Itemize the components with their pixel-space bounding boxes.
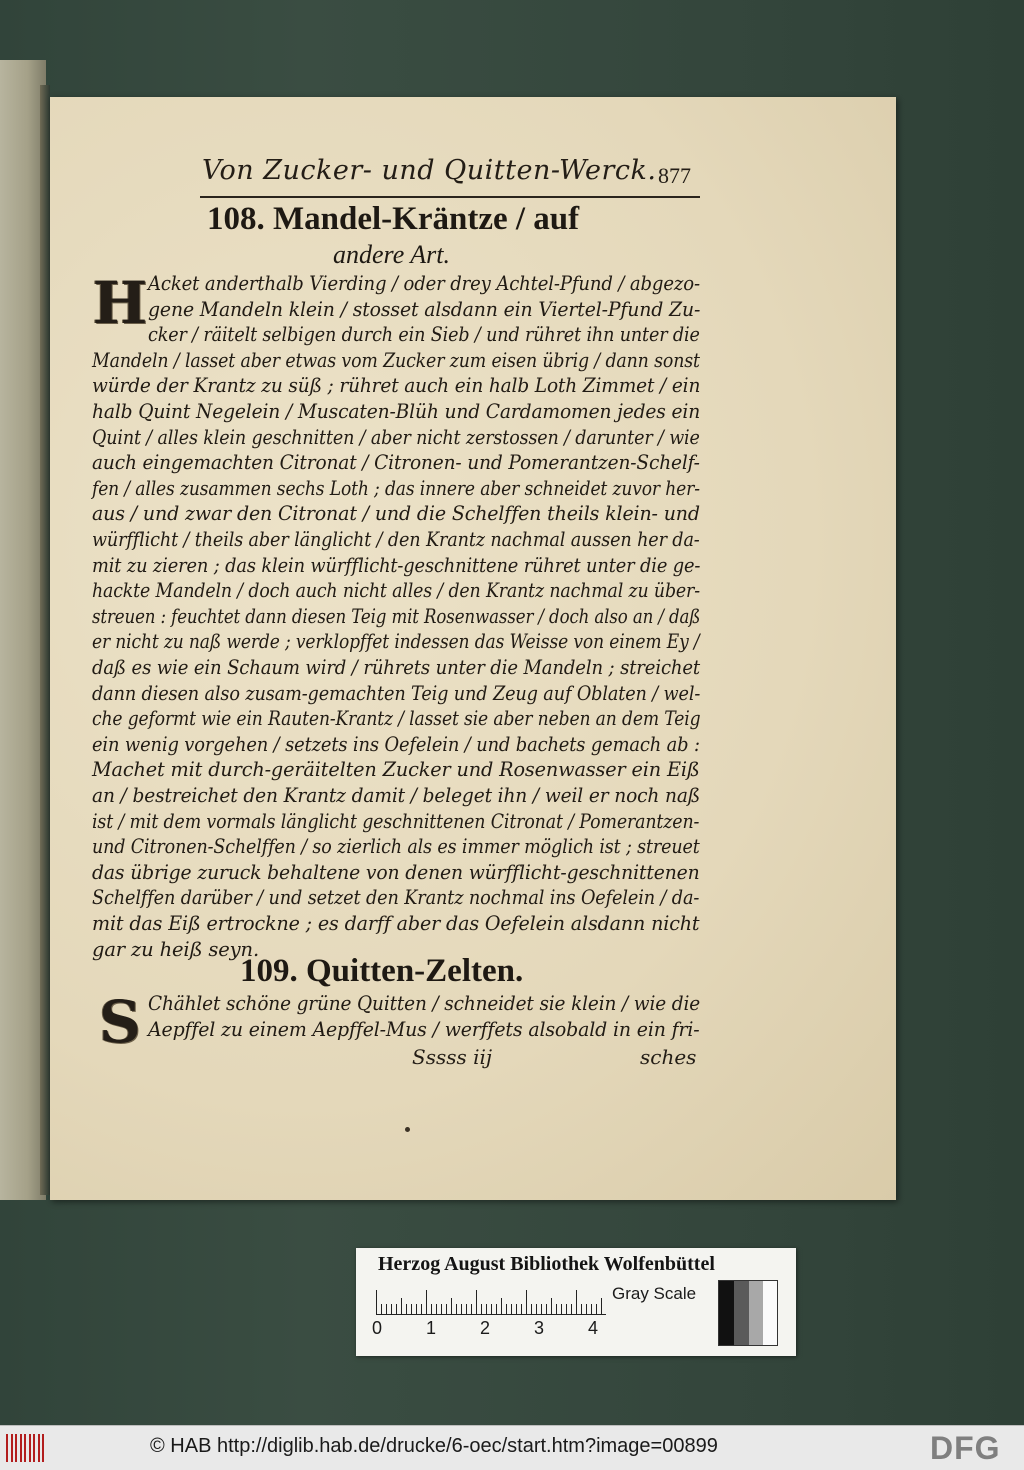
ruler-tick	[526, 1290, 527, 1314]
text-line: fen / alles zusammen sechs Loth ; das innere aber schneidet zuvor her-	[92, 476, 700, 500]
ruler-tick	[481, 1304, 482, 1314]
text-line: Chählet schöne grüne Quitten / schneidet sie klein / wie die	[148, 992, 701, 1015]
text-line: das übrige zuruck behaltene von denen würfflicht-geschnittenen	[92, 860, 700, 884]
book-page	[50, 97, 896, 1200]
text-line: Acket anderthalb Vierding / oder drey Achtel-Pfund / abgezo-	[148, 272, 700, 295]
ruler-tick	[571, 1304, 572, 1314]
gray-scale-label: Gray Scale	[612, 1284, 697, 1303]
ruler-tick	[551, 1298, 552, 1314]
ruler-tick	[386, 1304, 387, 1314]
dropcap-109: S	[99, 988, 141, 1056]
text-line: würde der Krantz zu süß ; rühret auch ein halb Loth Zimmet / ein	[92, 374, 701, 398]
swatch-white	[763, 1281, 777, 1345]
text-line: Schelffen darüber / und setzet den Krantz nochmal ins Oefelein / da-	[92, 886, 700, 910]
page-number: 877	[658, 163, 691, 188]
ruler-number: 3	[534, 1318, 545, 1338]
ruler-tick	[416, 1304, 417, 1314]
ruler-tick	[381, 1304, 382, 1314]
ruler-tick	[596, 1304, 597, 1314]
text-line: daß es wie ein Schaum wird / rührets unter die Mandeln ; streichet	[92, 656, 701, 679]
text-line: Quint / alles klein geschnitten / aber nicht zerstossen / darunter / wie	[92, 425, 700, 449]
ruler-tick	[516, 1304, 517, 1314]
text-line: an / bestreichet den Krantz damit / beleget ihn / weil er noch naß	[92, 784, 701, 807]
text-line: würfflicht / theils aber länglicht / den Krantz nachmal aussen her da-	[92, 528, 700, 551]
swatch-dark-gray	[734, 1281, 749, 1345]
page-content	[50, 97, 896, 1200]
text-line: ein wenig vorgehen / setzets ins Oefelein / und bachets gemach ab :	[92, 732, 700, 756]
text-line: halb Quint Negelein / Muscaten-Blüh und Cardamomen jedes ein	[92, 400, 701, 423]
calibration-card	[356, 1248, 796, 1356]
dropcap-108: H	[92, 269, 148, 337]
ruler-tick	[436, 1304, 437, 1314]
signature-mark: Sssss iij	[412, 1045, 493, 1069]
text-line: cker / räitelt selbigen durch ein Sieb / und rühret ihn unter die	[148, 323, 700, 347]
hab-logo-icon	[6, 1434, 46, 1462]
ruler-tick	[591, 1304, 592, 1314]
text-line: aus / und zwar den Citronat / und die Schelffen theils klein- und	[92, 502, 700, 526]
text-line: gar zu heiß seyn.	[92, 937, 259, 961]
text-line: Mandeln / lasset aber etwas vom Zucker zum eisen übrig / dann sonst	[92, 348, 700, 372]
ruler-tick	[466, 1304, 467, 1314]
ruler-tick	[406, 1304, 407, 1314]
ruler-tick	[566, 1304, 567, 1314]
section-108-subtitle: andere Art.	[333, 240, 450, 269]
gray-scale-swatches	[718, 1280, 778, 1346]
ruler-tick	[586, 1304, 587, 1314]
text-line: gene Mandeln klein / stosset alsdann ein Viertel-Pfund Zu-	[148, 297, 701, 321]
section-108-title: 108. Mandel-Kräntze / auf	[207, 201, 580, 237]
ruler-tick	[461, 1304, 462, 1314]
ruler-tick	[491, 1304, 492, 1314]
card-title: Herzog August Bibliothek Wolfenbüttel	[378, 1253, 715, 1275]
ruler-tick	[536, 1304, 537, 1314]
ruler-tick	[476, 1290, 477, 1314]
ruler-tick	[541, 1304, 542, 1314]
catchword: sches	[640, 1045, 697, 1069]
text-line: streuen : feuchtet dann diesen Teig mit Rosenwasser / doch also an / daß	[92, 604, 701, 628]
ruler-tick	[376, 1290, 377, 1314]
ruler-tick	[511, 1304, 512, 1314]
text-line: mit zu zieren ; das klein würfflicht-geschnittene rühret unter die ge-	[92, 553, 701, 577]
ruler-tick	[556, 1304, 557, 1314]
text-line: er nicht zu naß werde ; verklopffet indessen das Weisse von einem Ey /	[92, 630, 700, 654]
ruler-tick	[396, 1304, 397, 1314]
ruler-tick	[601, 1298, 602, 1314]
ruler-tick	[486, 1304, 487, 1314]
text-line: Machet mit durch-geräitelten Zucker und Rosenwasser ein Eiß	[92, 758, 700, 782]
ruler-tick	[531, 1304, 532, 1314]
head-rule	[200, 196, 700, 198]
ruler-number: 4	[588, 1318, 599, 1338]
ruler-tick	[426, 1290, 427, 1314]
text-line: che geformt wie ein Rauten-Krantz / lasset sie aber neben an dem Teig	[92, 707, 701, 731]
ruler-tick	[576, 1290, 577, 1314]
ruler-tick	[446, 1304, 447, 1314]
dfg-logo: DFG	[930, 1430, 1001, 1466]
ruler-tick	[471, 1304, 472, 1314]
text-line: hackte Mandeln / doch auch nicht alles / den Krantz nachmal zu über-	[92, 579, 700, 603]
ruler-tick	[581, 1304, 582, 1314]
page-speck	[405, 1127, 410, 1132]
swatch-black	[719, 1281, 734, 1345]
ruler-tick	[496, 1304, 497, 1314]
footer-copyright-link[interactable]: © HAB http://diglib.hab.de/drucke/6-oec/start.htm?image=00899	[150, 1435, 718, 1457]
ruler-tick	[546, 1304, 547, 1314]
text-line: mit das Eiß ertrockne ; es darff aber das Oefelein alsdann nicht	[92, 912, 700, 935]
ruler-tick	[431, 1304, 432, 1314]
gutter-shadow	[40, 85, 50, 1195]
ruler-number: 1	[426, 1318, 437, 1338]
viewer-footer	[0, 1425, 1024, 1470]
section-109-title: 109. Quitten-Zelten.	[240, 953, 524, 989]
ruler-tick	[441, 1304, 442, 1314]
ruler-tick	[411, 1304, 412, 1314]
ruler-tick	[561, 1304, 562, 1314]
ruler-tick	[501, 1298, 502, 1314]
ruler-tick	[451, 1298, 452, 1314]
swatch-light-gray	[749, 1281, 763, 1345]
text-line: und Citronen-Schelffen / so zierlich als es immer möglich ist ; streuet	[92, 835, 700, 859]
ruler-tick	[401, 1298, 402, 1314]
text-line: Aepffel zu einem Aepffel-Mus / werffets alsobald in ein fri-	[148, 1017, 700, 1041]
ruler-tick	[456, 1304, 457, 1314]
text-line: auch eingemachten Citronat / Citronen- und Pomerantzen-Schelf-	[92, 451, 700, 475]
ruler-tick	[421, 1304, 422, 1314]
ruler-number: 0	[372, 1318, 383, 1338]
ruler-scale	[376, 1288, 606, 1315]
text-line: dann diesen also zusam-gemachten Teig und Zeug auf Oblaten / wel-	[92, 681, 701, 705]
ruler-tick	[391, 1304, 392, 1314]
ruler-numbers	[372, 1318, 616, 1342]
ruler-number: 2	[480, 1318, 491, 1338]
ruler-tick	[506, 1304, 507, 1314]
text-line: ist / mit dem vormals länglicht geschnittenen Citronat / Pomerantzen-	[92, 809, 700, 833]
ruler-tick	[521, 1304, 522, 1314]
running-head: Von Zucker- und Quitten-Werck.	[202, 155, 657, 186]
